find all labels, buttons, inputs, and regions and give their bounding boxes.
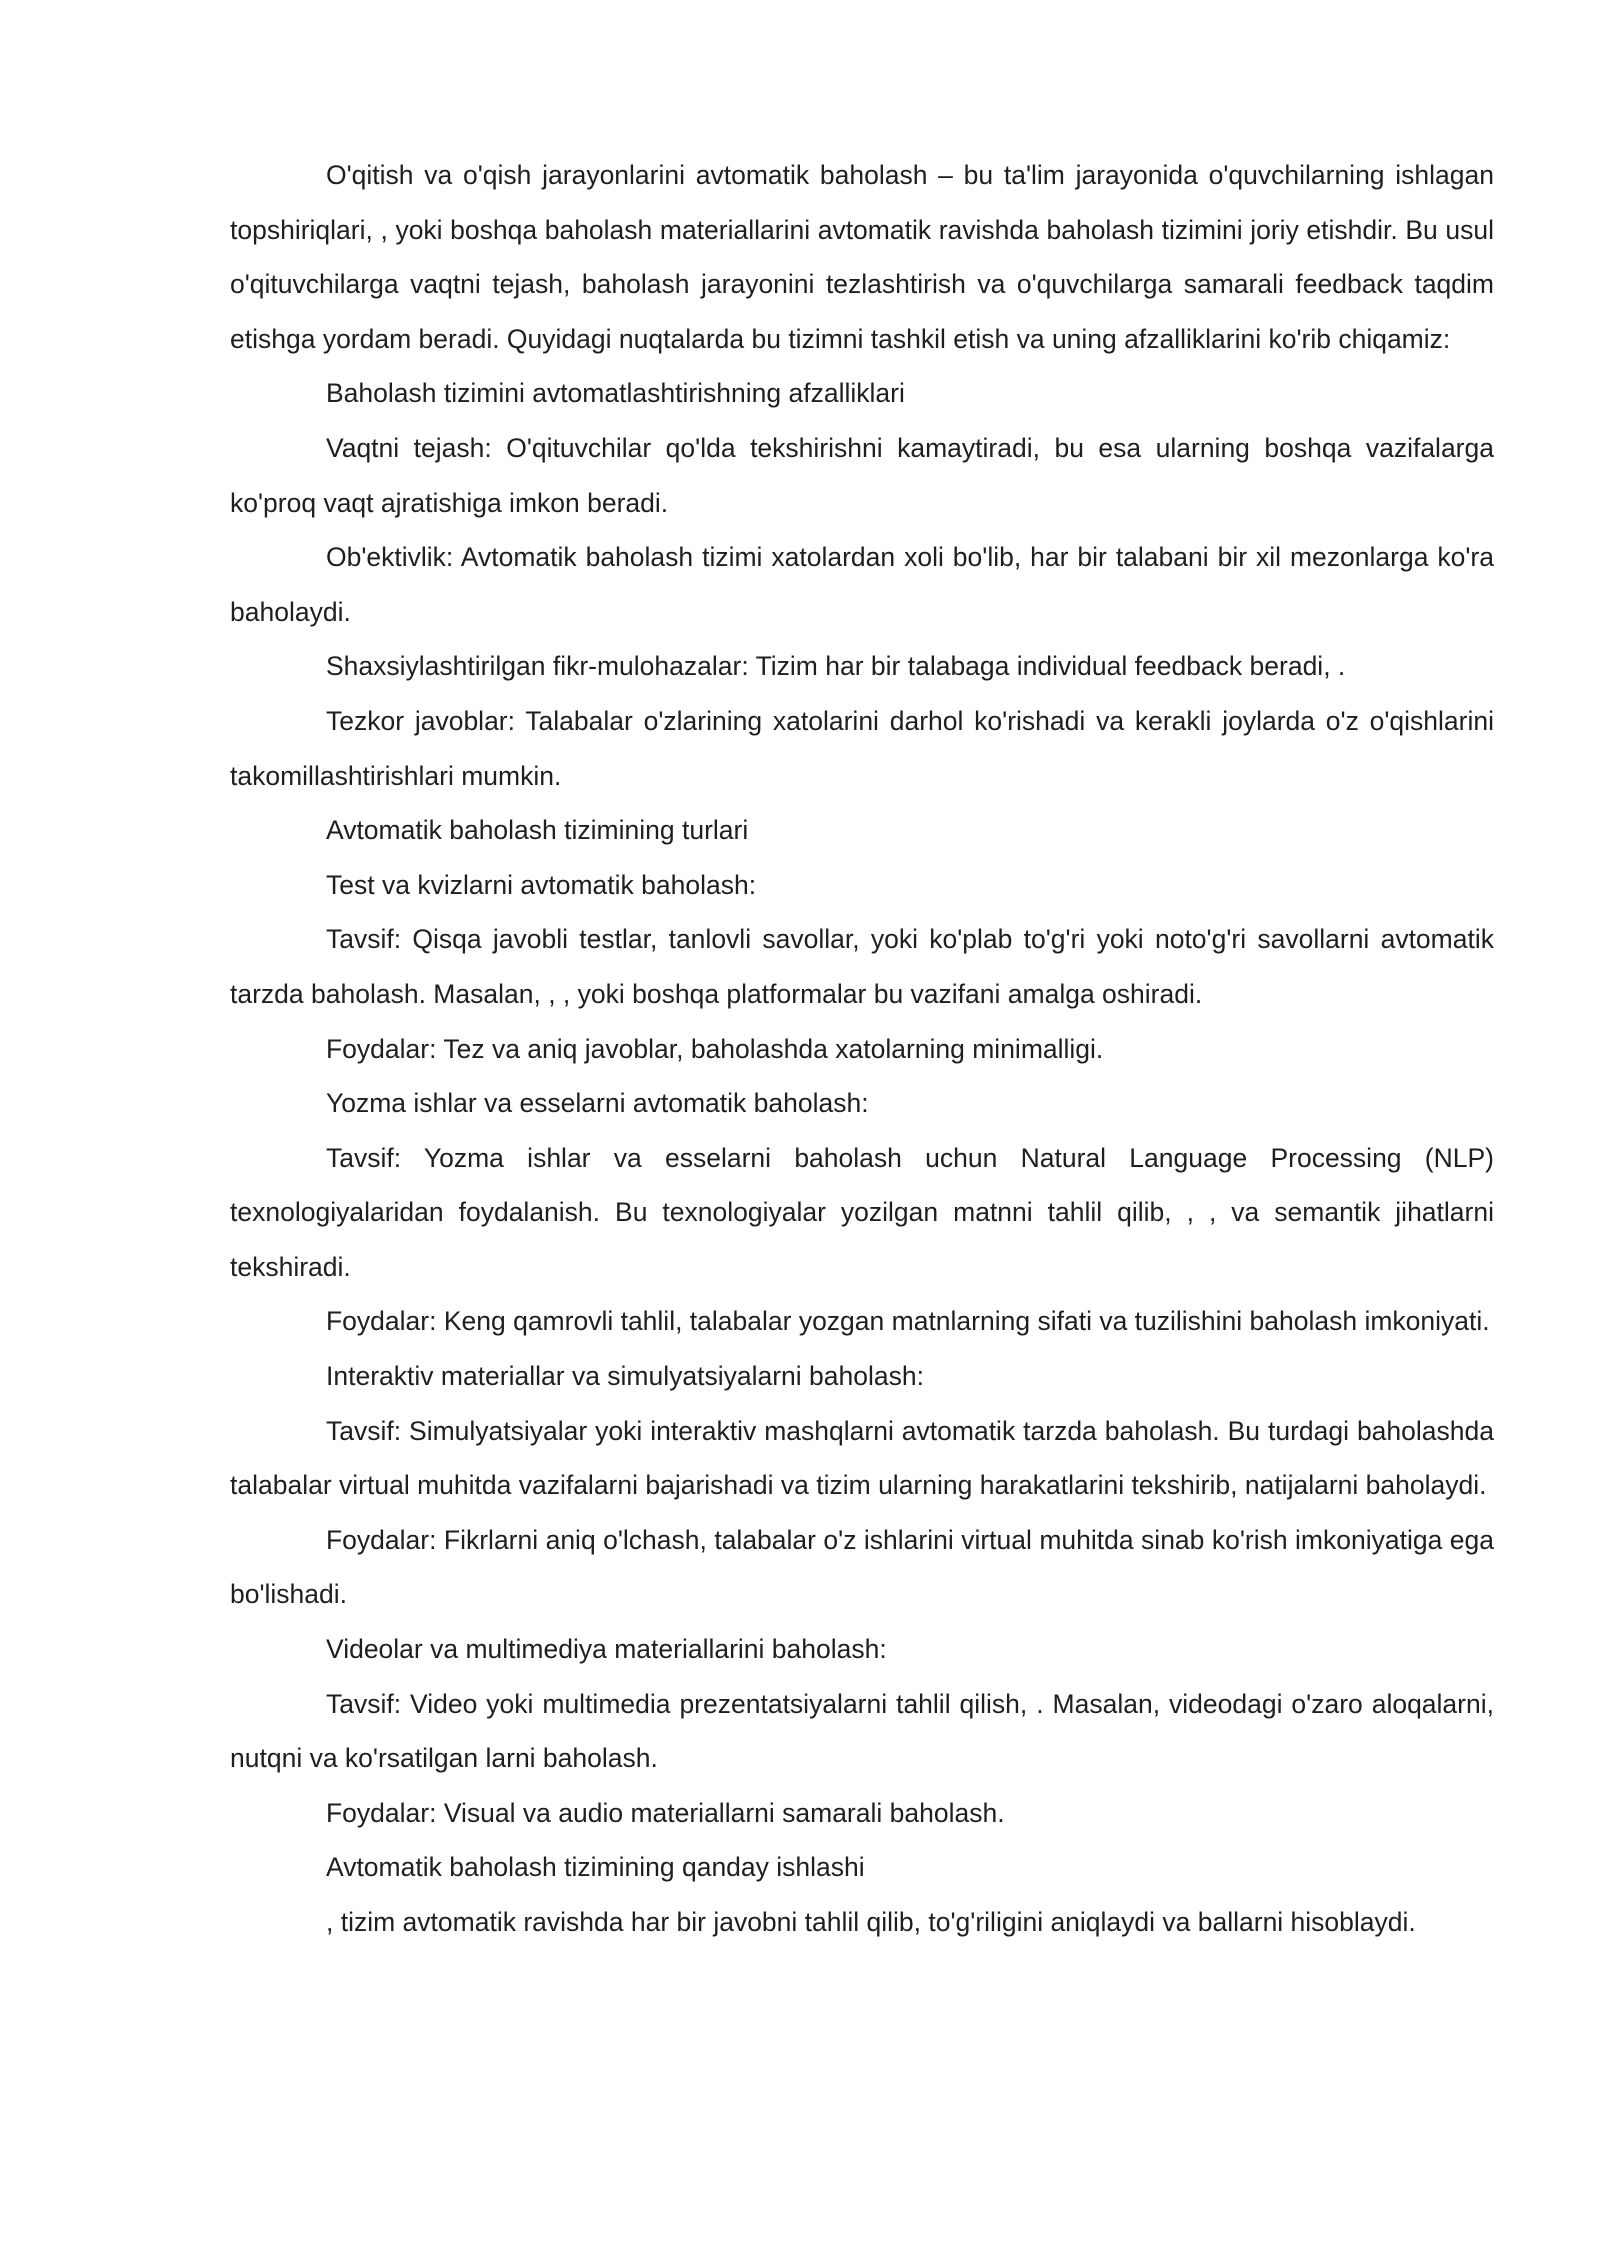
heading-interactive: Interaktiv materiallar va simulyatsiyalarni baholash: — [326, 1361, 924, 1392]
heading-essays: Yozma ishlar va esselarni avtomatik baholash: — [326, 1088, 869, 1119]
intro-paragraph: O'qitish va o'qish jarayonlarini avtomatik baholash – bu ta'lim jarayonida o'quvchilarning ishlagan topshiriqlari, , yoki boshqa baholash materiallarini avtomatik ravishda baholash tizimini joriy etishdir. Bu usul o'qituvchilarga vaqtni tejash, baholash jarayonini tezlashtirish va o'quvchilarga samarali feedback taqdim etishga yordam beradi. Quyidagi nuqtalarda bu tizimni tashkil etish va uning afzalliklarini ko'rib chiqamiz: — [230, 160, 1494, 354]
heading-video-multimedia: Videolar va multimediya materiallarini baholash: — [326, 1634, 887, 1665]
paragraph-tests-benefits: Foydalar: Tez va aniq javoblar, baholashda xatolarning minimalligi. — [326, 1033, 1104, 1064]
heading-advantages: Baholash tizimini avtomatlashtirishning afzalliklari — [326, 378, 905, 409]
heading-tests-quizzes: Test va kvizlarni avtomatik baholash: — [326, 869, 757, 900]
paragraph-how-it-works: , tizim avtomatik ravishda har bir javobni tahlil qilib, to'g'riligini aniqlaydi va ballarni hisoblaydi. — [326, 1907, 1416, 1937]
paragraph-essays-description: Tavsif: Yozma ishlar va esselarni baholash uchun Natural Language Processing (NLP) texnologiyalaridan foydalanish. Bu texnologiyalar yozilgan matnni tahlil qilib, , , va semantik jihatlarni tekshiradi. — [230, 1142, 1494, 1282]
paragraph-video-description: Tavsif: Video yoki multimedia prezentatsiyalarni tahlil qilish, . Masalan, videodagi o'zaro aloqalarni, nutqni va ko'rsatilgan larni baholash. — [230, 1688, 1494, 1774]
paragraph-quick-answers: Tezkor javoblar: Talabalar o'zlarining xatolarini darhol ko'rishadi va kerakli joylarda o'z o'qishlarini takomillashtirishlari mumkin. — [230, 705, 1494, 791]
document-page — [230, 148, 1494, 1950]
paragraph-tests-description: Tavsif: Qisqa javobli testlar, tanlovli savollar, yoki ko'plab to'g'ri yoki noto'g'ri savollarni avtomatik tarzda baholash. Masalan, , , yoki boshqa platformalar bu vazifani amalga oshiradi. — [230, 924, 1494, 1009]
paragraph-time-saving: Vaqtni tejash: O'qituvchilar qo'lda tekshirishni kamaytiradi, bu esa ularning boshqa vazifalarga ko'proq vaqt ajratishiga imkon beradi. — [230, 432, 1494, 518]
paragraph-objectivity: Ob'ektivlik: Avtomatik baholash tizimi xatolardan xoli bo'lib, har bir talabani bir xil mezonlarga ko'ra baholaydi. — [230, 542, 1494, 627]
paragraph-video-benefits: Foydalar: Visual va audio materiallarni samarali baholash. — [326, 1797, 1005, 1828]
paragraph-interactive-benefits: Foydalar: Fikrlarni aniq o'lchash, talabalar o'z ishlarini virtual muhitda sinab ko'rish imkoniyatiga ega bo'lishadi. — [230, 1524, 1494, 1610]
heading-how-it-works: Avtomatik baholash tizimining qanday ishlashi — [326, 1852, 865, 1883]
paragraph-interactive-description: Tavsif: Simulyatsiyalar yoki interaktiv mashqlarni avtomatik tarzda baholash. Bu turdagi baholashda talabalar virtual muhitda vazifalarni bajarishadi va tizim ularning harakatlarini tekshirib, natijalarni baholaydi. — [230, 1415, 1494, 1501]
paragraph-personalized-feedback: Shaxsiylashtirilgan fikr-mulohazalar: Tizim har bir talabaga individual feedback beradi, . — [326, 651, 1346, 682]
paragraph-essays-benefits: Foydalar: Keng qamrovli tahlil, talabalar yozgan matnlarning sifati va tuzilishini baholash imkoniyati. — [326, 1306, 1490, 1337]
heading-types: Avtomatik baholash tizimining turlari — [326, 815, 749, 846]
